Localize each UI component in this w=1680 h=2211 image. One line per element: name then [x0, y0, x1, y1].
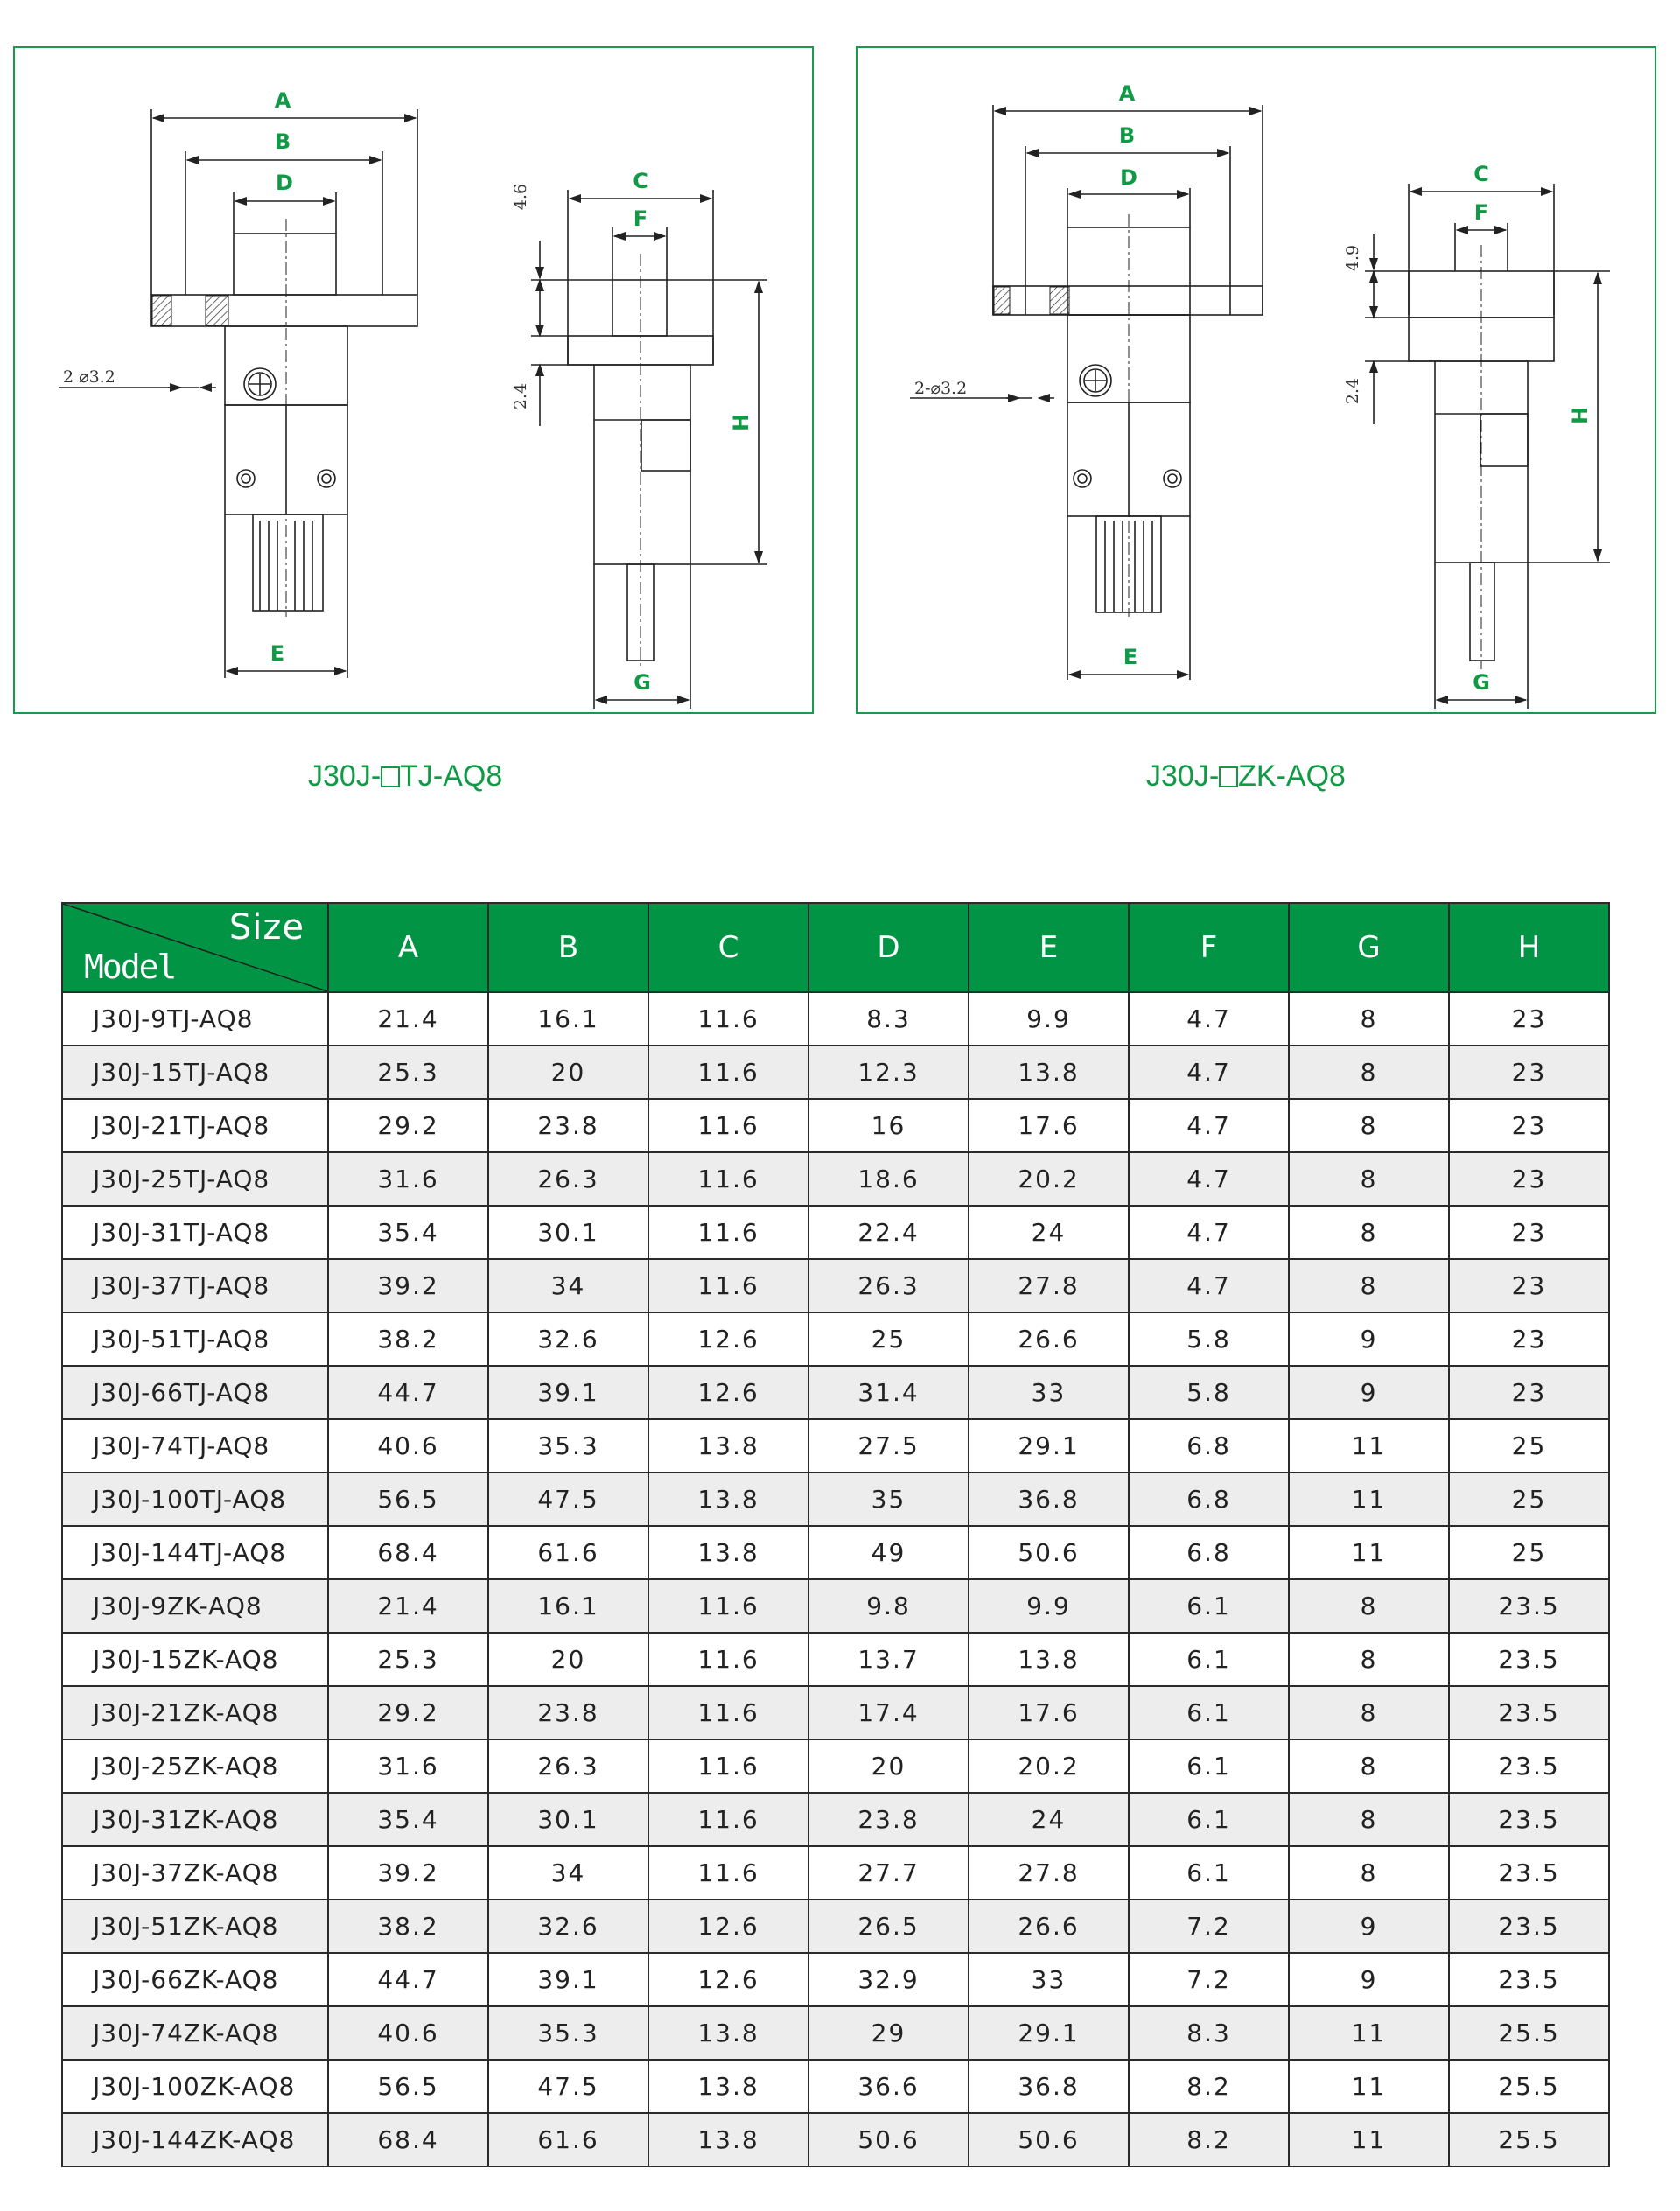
value-cell-b: 39.1 [488, 1953, 648, 2006]
value-cell-b: 30.1 [488, 1793, 648, 1846]
value-cell-c: 13.8 [648, 1419, 808, 1473]
value-cell-g: 8 [1289, 1846, 1449, 1900]
value-cell-e: 27.8 [969, 1846, 1129, 1900]
value-cell-e: 26.6 [969, 1900, 1129, 1953]
value-cell-f: 8.3 [1129, 2006, 1289, 2060]
value-cell-c: 11.6 [648, 1099, 808, 1152]
dim-label-g: G [1473, 670, 1490, 695]
table-row [62, 1312, 1609, 1366]
value-cell-d: 27.5 [808, 1419, 969, 1473]
table-row [62, 1739, 1609, 1793]
table-row [62, 1686, 1609, 1739]
value-cell-c: 11.6 [648, 1686, 808, 1739]
value-cell-g: 8 [1289, 1152, 1449, 1206]
value-cell-a: 21.4 [328, 992, 488, 1046]
table-row [62, 1259, 1609, 1312]
value-cell-a: 44.7 [328, 1953, 488, 2006]
value-cell-c: 11.6 [648, 1633, 808, 1686]
column-header: H [1449, 903, 1609, 992]
value-cell-f: 5.8 [1129, 1366, 1289, 1419]
value-cell-f: 8.2 [1129, 2113, 1289, 2166]
model-cell: J30J-144ZK-AQ8 [62, 2113, 328, 2166]
value-cell-d: 32.9 [808, 1953, 969, 2006]
value-cell-a: 38.2 [328, 1312, 488, 1366]
value-cell-d: 20 [808, 1739, 969, 1793]
value-cell-h: 25 [1449, 1419, 1609, 1473]
value-cell-d: 25 [808, 1312, 969, 1366]
value-cell-d: 31.4 [808, 1366, 969, 1419]
table-row [62, 1953, 1609, 2006]
dim-label-b: B [274, 129, 291, 154]
value-cell-h: 23 [1449, 1259, 1609, 1312]
value-cell-e: 26.6 [969, 1312, 1129, 1366]
column-header: D [808, 903, 969, 992]
value-cell-e: 29.1 [969, 2006, 1129, 2060]
value-cell-a: 68.4 [328, 1526, 488, 1579]
value-cell-a: 31.6 [328, 1152, 488, 1206]
value-cell-e: 36.8 [969, 1473, 1129, 1526]
model-cell: J30J-66TJ-AQ8 [62, 1366, 328, 1419]
value-cell-f: 4.7 [1129, 1046, 1289, 1099]
value-cell-h: 23.5 [1449, 1579, 1609, 1633]
hole-note: 2-⌀3.2 [914, 379, 968, 398]
value-cell-c: 12.6 [648, 1900, 808, 1953]
value-cell-f: 6.1 [1129, 1686, 1289, 1739]
model-cell: J30J-25ZK-AQ8 [62, 1739, 328, 1793]
value-cell-f: 6.1 [1129, 1793, 1289, 1846]
dim-value-lower: 2.4 [1343, 377, 1362, 405]
model-cell: J30J-37TJ-AQ8 [62, 1259, 328, 1312]
value-cell-c: 13.8 [648, 2060, 808, 2113]
value-cell-f: 6.1 [1129, 1846, 1289, 1900]
value-cell-d: 49 [808, 1526, 969, 1579]
value-cell-c: 11.6 [648, 1739, 808, 1793]
header-size-label: Size [228, 907, 304, 948]
dim-label-f: F [633, 206, 648, 231]
table-row [62, 1579, 1609, 1633]
value-cell-d: 12.3 [808, 1046, 969, 1099]
table-body [62, 992, 1609, 2166]
column-header: A [328, 903, 488, 992]
column-header: E [969, 903, 1129, 992]
caption-prefix: J30J- [308, 759, 382, 793]
value-cell-c: 12.6 [648, 1953, 808, 2006]
value-cell-g: 11 [1289, 2113, 1449, 2166]
value-cell-g: 11 [1289, 1419, 1449, 1473]
value-cell-c: 11.6 [648, 1046, 808, 1099]
dimension-table [61, 902, 1610, 2167]
value-cell-h: 23.5 [1449, 1953, 1609, 2006]
table-row [62, 2060, 1609, 2113]
value-cell-b: 34 [488, 1846, 648, 1900]
model-cell: J30J-74ZK-AQ8 [62, 2006, 328, 2060]
value-cell-a: 40.6 [328, 2006, 488, 2060]
table-header-row [62, 903, 1609, 992]
value-cell-h: 23 [1449, 1366, 1609, 1419]
model-cell: J30J-144TJ-AQ8 [62, 1526, 328, 1579]
table-row [62, 2006, 1609, 2060]
value-cell-f: 4.7 [1129, 1206, 1289, 1259]
dim-value-upper: 4.6 [511, 183, 530, 211]
value-cell-h: 25.5 [1449, 2060, 1609, 2113]
model-cell: J30J-74TJ-AQ8 [62, 1419, 328, 1473]
value-cell-f: 6.1 [1129, 1739, 1289, 1793]
table-row [62, 1206, 1609, 1259]
value-cell-h: 25 [1449, 1473, 1609, 1526]
dim-label-d: D [1120, 165, 1138, 190]
model-cell: J30J-51ZK-AQ8 [62, 1900, 328, 1953]
value-cell-d: 23.8 [808, 1793, 969, 1846]
value-cell-f: 6.8 [1129, 1526, 1289, 1579]
value-cell-f: 4.7 [1129, 1099, 1289, 1152]
value-cell-g: 8 [1289, 1579, 1449, 1633]
table-row [62, 2113, 1609, 2166]
value-cell-a: 29.2 [328, 1686, 488, 1739]
value-cell-d: 16 [808, 1099, 969, 1152]
value-cell-b: 32.6 [488, 1900, 648, 1953]
value-cell-g: 9 [1289, 1312, 1449, 1366]
value-cell-a: 25.3 [328, 1046, 488, 1099]
value-cell-c: 11.6 [648, 1793, 808, 1846]
value-cell-h: 23 [1449, 1099, 1609, 1152]
dim-label-b: B [1118, 123, 1136, 148]
value-cell-h: 25.5 [1449, 2113, 1609, 2166]
model-cell: J30J-21TJ-AQ8 [62, 1099, 328, 1152]
dim-label-h: H [1568, 406, 1592, 425]
dim-value-upper: 4.9 [1343, 244, 1362, 272]
value-cell-g: 9 [1289, 1900, 1449, 1953]
value-cell-f: 7.2 [1129, 1953, 1289, 2006]
value-cell-e: 24 [969, 1793, 1129, 1846]
value-cell-h: 23 [1449, 1152, 1609, 1206]
value-cell-b: 26.3 [488, 1739, 648, 1793]
value-cell-d: 29 [808, 2006, 969, 2060]
value-cell-g: 8 [1289, 1739, 1449, 1793]
model-cell: J30J-100TJ-AQ8 [62, 1473, 328, 1526]
caption-suffix: TJ-AQ8 [400, 759, 503, 793]
value-cell-h: 23 [1449, 992, 1609, 1046]
table-row [62, 1046, 1609, 1099]
table-row [62, 1526, 1609, 1579]
value-cell-c: 12.6 [648, 1366, 808, 1419]
dim-value-lower: 2.4 [511, 382, 530, 410]
placeholder-box-icon [381, 766, 400, 787]
value-cell-d: 26.3 [808, 1259, 969, 1312]
model-cell: J30J-66ZK-AQ8 [62, 1953, 328, 2006]
dim-label-e: E [1123, 645, 1138, 669]
dim-label-f: F [1474, 200, 1489, 225]
model-cell: J30J-21ZK-AQ8 [62, 1686, 328, 1739]
value-cell-f: 6.1 [1129, 1579, 1289, 1633]
value-cell-a: 25.3 [328, 1633, 488, 1686]
value-cell-f: 4.7 [1129, 992, 1289, 1046]
dim-label-h: H [729, 413, 753, 432]
value-cell-a: 21.4 [328, 1579, 488, 1633]
value-cell-h: 23.5 [1449, 1739, 1609, 1793]
model-cell: J30J-51TJ-AQ8 [62, 1312, 328, 1366]
value-cell-a: 35.4 [328, 1793, 488, 1846]
value-cell-h: 23.5 [1449, 1686, 1609, 1739]
value-cell-f: 6.8 [1129, 1419, 1289, 1473]
model-cell: J30J-25TJ-AQ8 [62, 1152, 328, 1206]
value-cell-a: 44.7 [328, 1366, 488, 1419]
value-cell-c: 13.8 [648, 1526, 808, 1579]
value-cell-f: 6.1 [1129, 1633, 1289, 1686]
value-cell-e: 50.6 [969, 1526, 1129, 1579]
value-cell-b: 35.3 [488, 2006, 648, 2060]
model-cell: J30J-15ZK-AQ8 [62, 1633, 328, 1686]
value-cell-g: 8 [1289, 1633, 1449, 1686]
value-cell-g: 11 [1289, 1526, 1449, 1579]
value-cell-d: 26.5 [808, 1900, 969, 1953]
value-cell-f: 5.8 [1129, 1312, 1289, 1366]
column-header: C [648, 903, 808, 992]
value-cell-a: 39.2 [328, 1259, 488, 1312]
dim-label-e: E [270, 641, 285, 666]
placeholder-box-icon [1219, 766, 1238, 787]
value-cell-a: 40.6 [328, 1419, 488, 1473]
value-cell-c: 12.6 [648, 1312, 808, 1366]
value-cell-a: 68.4 [328, 2113, 488, 2166]
value-cell-d: 17.4 [808, 1686, 969, 1739]
value-cell-e: 13.8 [969, 1633, 1129, 1686]
value-cell-f: 7.2 [1129, 1900, 1289, 1953]
value-cell-e: 24 [969, 1206, 1129, 1259]
value-cell-e: 17.6 [969, 1686, 1129, 1739]
column-header: G [1289, 903, 1449, 992]
value-cell-a: 35.4 [328, 1206, 488, 1259]
value-cell-b: 16.1 [488, 1579, 648, 1633]
table-row [62, 1900, 1609, 1953]
value-cell-d: 18.6 [808, 1152, 969, 1206]
value-cell-g: 8 [1289, 1793, 1449, 1846]
value-cell-f: 6.8 [1129, 1473, 1289, 1526]
model-cell: J30J-31TJ-AQ8 [62, 1206, 328, 1259]
value-cell-b: 61.6 [488, 2113, 648, 2166]
drawing-panel-zk [856, 46, 1656, 714]
column-header: B [488, 903, 648, 992]
drawing-zk [858, 48, 1655, 712]
drawing-panel-tj [13, 46, 814, 714]
value-cell-g: 11 [1289, 2060, 1449, 2113]
dim-label-c: C [1474, 162, 1489, 186]
value-cell-c: 11.6 [648, 1579, 808, 1633]
value-cell-a: 38.2 [328, 1900, 488, 1953]
value-cell-a: 39.2 [328, 1846, 488, 1900]
value-cell-b: 39.1 [488, 1366, 648, 1419]
table-row [62, 1846, 1609, 1900]
value-cell-b: 61.6 [488, 1526, 648, 1579]
value-cell-g: 9 [1289, 1366, 1449, 1419]
value-cell-h: 25.5 [1449, 2006, 1609, 2060]
value-cell-e: 17.6 [969, 1099, 1129, 1152]
value-cell-c: 11.6 [648, 1206, 808, 1259]
value-cell-d: 35 [808, 1473, 969, 1526]
value-cell-g: 8 [1289, 1099, 1449, 1152]
dim-label-a: A [1118, 81, 1136, 106]
value-cell-d: 13.7 [808, 1633, 969, 1686]
value-cell-h: 23.5 [1449, 1846, 1609, 1900]
table-row [62, 1633, 1609, 1686]
caption-tj [308, 759, 502, 794]
value-cell-h: 25 [1449, 1526, 1609, 1579]
model-cell: J30J-15TJ-AQ8 [62, 1046, 328, 1099]
model-cell: J30J-9TJ-AQ8 [62, 992, 328, 1046]
header-corner [62, 903, 328, 992]
value-cell-b: 20 [488, 1046, 648, 1099]
table-row [62, 1099, 1609, 1152]
value-cell-d: 22.4 [808, 1206, 969, 1259]
value-cell-d: 27.7 [808, 1846, 969, 1900]
value-cell-c: 13.8 [648, 2006, 808, 2060]
value-cell-a: 56.5 [328, 2060, 488, 2113]
value-cell-g: 8 [1289, 1046, 1449, 1099]
caption-prefix: J30J- [1146, 759, 1220, 793]
value-cell-b: 23.8 [488, 1099, 648, 1152]
header-model-label: Model [84, 948, 176, 986]
value-cell-g: 9 [1289, 1953, 1449, 2006]
value-cell-e: 36.8 [969, 2060, 1129, 2113]
model-cell: J30J-37ZK-AQ8 [62, 1846, 328, 1900]
hole-note: 2 ⌀3.2 [63, 367, 116, 387]
value-cell-f: 8.2 [1129, 2060, 1289, 2113]
caption-suffix: ZK-AQ8 [1238, 759, 1346, 793]
value-cell-b: 23.8 [488, 1686, 648, 1739]
value-cell-h: 23 [1449, 1312, 1609, 1366]
value-cell-e: 33 [969, 1953, 1129, 2006]
value-cell-c: 13.8 [648, 2113, 808, 2166]
value-cell-b: 26.3 [488, 1152, 648, 1206]
value-cell-e: 20.2 [969, 1152, 1129, 1206]
value-cell-d: 50.6 [808, 2113, 969, 2166]
value-cell-c: 11.6 [648, 1259, 808, 1312]
value-cell-a: 29.2 [328, 1099, 488, 1152]
value-cell-g: 8 [1289, 992, 1449, 1046]
value-cell-h: 23.5 [1449, 1900, 1609, 1953]
value-cell-c: 11.6 [648, 1846, 808, 1900]
value-cell-e: 13.8 [969, 1046, 1129, 1099]
value-cell-g: 8 [1289, 1259, 1449, 1312]
value-cell-b: 20 [488, 1633, 648, 1686]
value-cell-e: 9.9 [969, 992, 1129, 1046]
model-cell: J30J-31ZK-AQ8 [62, 1793, 328, 1846]
dim-label-g: G [634, 670, 651, 695]
value-cell-b: 47.5 [488, 1473, 648, 1526]
value-cell-c: 11.6 [648, 992, 808, 1046]
caption-zk [1146, 759, 1346, 794]
value-cell-c: 13.8 [648, 1473, 808, 1526]
column-header: F [1129, 903, 1289, 992]
dim-label-c: C [633, 169, 648, 193]
value-cell-f: 4.7 [1129, 1259, 1289, 1312]
value-cell-b: 30.1 [488, 1206, 648, 1259]
value-cell-g: 8 [1289, 1206, 1449, 1259]
value-cell-e: 9.9 [969, 1579, 1129, 1633]
value-cell-g: 8 [1289, 1686, 1449, 1739]
value-cell-e: 27.8 [969, 1259, 1129, 1312]
model-cell: J30J-100ZK-AQ8 [62, 2060, 328, 2113]
drawing-tj [15, 48, 812, 712]
table-row [62, 992, 1609, 1046]
value-cell-g: 11 [1289, 2006, 1449, 2060]
value-cell-b: 35.3 [488, 1419, 648, 1473]
value-cell-b: 47.5 [488, 2060, 648, 2113]
value-cell-e: 20.2 [969, 1739, 1129, 1793]
table-row [62, 1419, 1609, 1473]
value-cell-f: 4.7 [1129, 1152, 1289, 1206]
value-cell-d: 9.8 [808, 1579, 969, 1633]
value-cell-b: 16.1 [488, 992, 648, 1046]
value-cell-b: 32.6 [488, 1312, 648, 1366]
value-cell-h: 23.5 [1449, 1793, 1609, 1846]
dim-label-d: D [276, 171, 293, 195]
value-cell-d: 36.6 [808, 2060, 969, 2113]
value-cell-e: 50.6 [969, 2113, 1129, 2166]
value-cell-h: 23 [1449, 1046, 1609, 1099]
value-cell-e: 29.1 [969, 1419, 1129, 1473]
value-cell-c: 11.6 [648, 1152, 808, 1206]
table-row [62, 1473, 1609, 1526]
value-cell-b: 34 [488, 1259, 648, 1312]
table-row [62, 1366, 1609, 1419]
table-row [62, 1152, 1609, 1206]
value-cell-a: 31.6 [328, 1739, 488, 1793]
value-cell-h: 23 [1449, 1206, 1609, 1259]
dim-label-a: A [274, 88, 291, 113]
table-row [62, 1793, 1609, 1846]
value-cell-e: 33 [969, 1366, 1129, 1419]
value-cell-a: 56.5 [328, 1473, 488, 1526]
value-cell-d: 8.3 [808, 992, 969, 1046]
model-cell: J30J-9ZK-AQ8 [62, 1579, 328, 1633]
value-cell-g: 11 [1289, 1473, 1449, 1526]
value-cell-h: 23.5 [1449, 1633, 1609, 1686]
